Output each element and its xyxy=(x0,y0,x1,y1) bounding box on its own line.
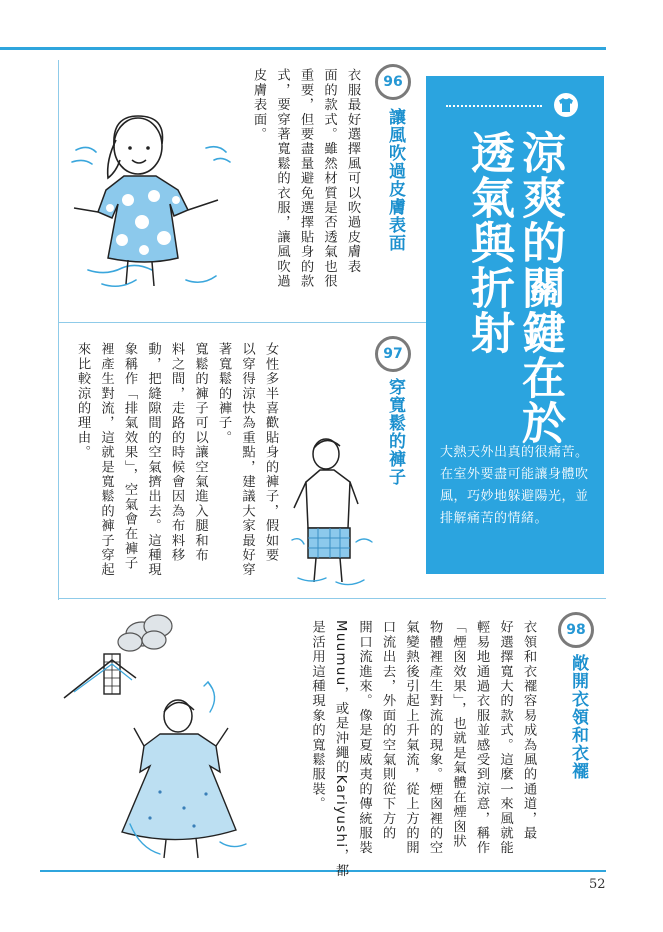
body-line: 皮膚表面。 xyxy=(251,68,266,142)
section-heading: 讓風吹過皮膚表面 xyxy=(385,108,405,252)
body-line: Muumuu，或是沖繩的Kariyushi，都 xyxy=(333,620,348,878)
body-line: 口流出去，外面的空氣則從下方的 xyxy=(380,620,395,841)
girl-in-flower-dress-illustration xyxy=(66,100,236,300)
page-title-line1: 涼爽的關鍵在於 xyxy=(514,130,565,445)
body-line: 女性多半喜歡貼身的褲子，假如要 xyxy=(263,342,278,563)
body-line: 料之間，走路的時候會因為布料移 xyxy=(169,342,184,563)
body-line: 裡產生對流，這就是寬鬆的褲子穿起 xyxy=(98,342,114,578)
section-number-badge: 98 xyxy=(558,612,594,648)
section-number-badge: 97 xyxy=(375,336,411,372)
body-line: 重要，但要盡量避免選擇貼身的款 xyxy=(298,68,313,289)
body-line: 輕易地通過衣服並感受到涼意，稱作 xyxy=(474,620,489,856)
left-margin-line xyxy=(58,60,59,600)
bottom-rule xyxy=(40,870,606,872)
body-line: 衣領和衣襬容易成為風的通道，最 xyxy=(521,620,536,841)
man-in-loose-shorts-illustration xyxy=(286,432,382,592)
body-line: 寬鬆的褲子可以讓空氣進入腿和布 xyxy=(192,342,208,563)
divider-97-98 xyxy=(58,598,606,599)
shirt-icon xyxy=(558,98,574,112)
body-line: 象稱作「排氣效果」，空氣會在褲子 xyxy=(122,342,137,571)
title-dots xyxy=(446,105,542,107)
body-line: 動，把縫隙間的空氣擠出去。這種現 xyxy=(145,342,161,578)
section-heading: 敞開衣領和衣襬 xyxy=(568,654,588,780)
section-heading: 穿寬鬆的褲子 xyxy=(385,378,405,486)
body-line: 是活用這種現象的寬鬆服裝。 xyxy=(309,620,325,812)
chimney-and-woman-illustration xyxy=(60,612,280,862)
body-line: 氣變熱後引起上升氣流，從上方的開 xyxy=(403,620,419,856)
section-body-98 xyxy=(282,620,540,878)
body-line: 來比較涼的理由。 xyxy=(75,342,90,460)
body-line: 好選擇寬大的款式。這麼一來風就能 xyxy=(497,620,513,856)
body-line: 「煙囪效果」，也就是氣體在煙囪狀 xyxy=(450,620,466,849)
top-rule xyxy=(0,47,606,50)
body-line: 著寬鬆的褲子。 xyxy=(216,342,231,445)
body-line: 以穿得涼快為重點，建議大家最好穿 xyxy=(239,342,255,578)
page-number: 52 xyxy=(589,877,606,892)
body-line: 開口流進來。像是夏威夷的傳統服裝 xyxy=(356,620,372,856)
shirt-icon-badge xyxy=(554,93,578,117)
body-line: 面的款式。雖然材質是否透氣也很 xyxy=(321,68,337,289)
intro-text: 大熱天外出真的很痛苦。在室外要盡可能讓身體吹風，巧妙地躲避陽光，並排解痛苦的情緒。 xyxy=(440,445,589,526)
body-line: 物體裡產生對流的現象。煙囪裡的空 xyxy=(427,620,442,856)
body-line: 式，要穿著寬鬆的衣服，讓風吹過 xyxy=(274,68,290,289)
page-title-line2: 透氣與折射 xyxy=(463,130,514,355)
section-body-97 xyxy=(64,342,282,578)
section-number-badge: 96 xyxy=(375,64,411,100)
section-body-96 xyxy=(232,68,364,298)
divider-96-97 xyxy=(58,322,426,323)
body-line: 衣服最好選擇風可以吹過皮膚表 xyxy=(345,68,360,274)
